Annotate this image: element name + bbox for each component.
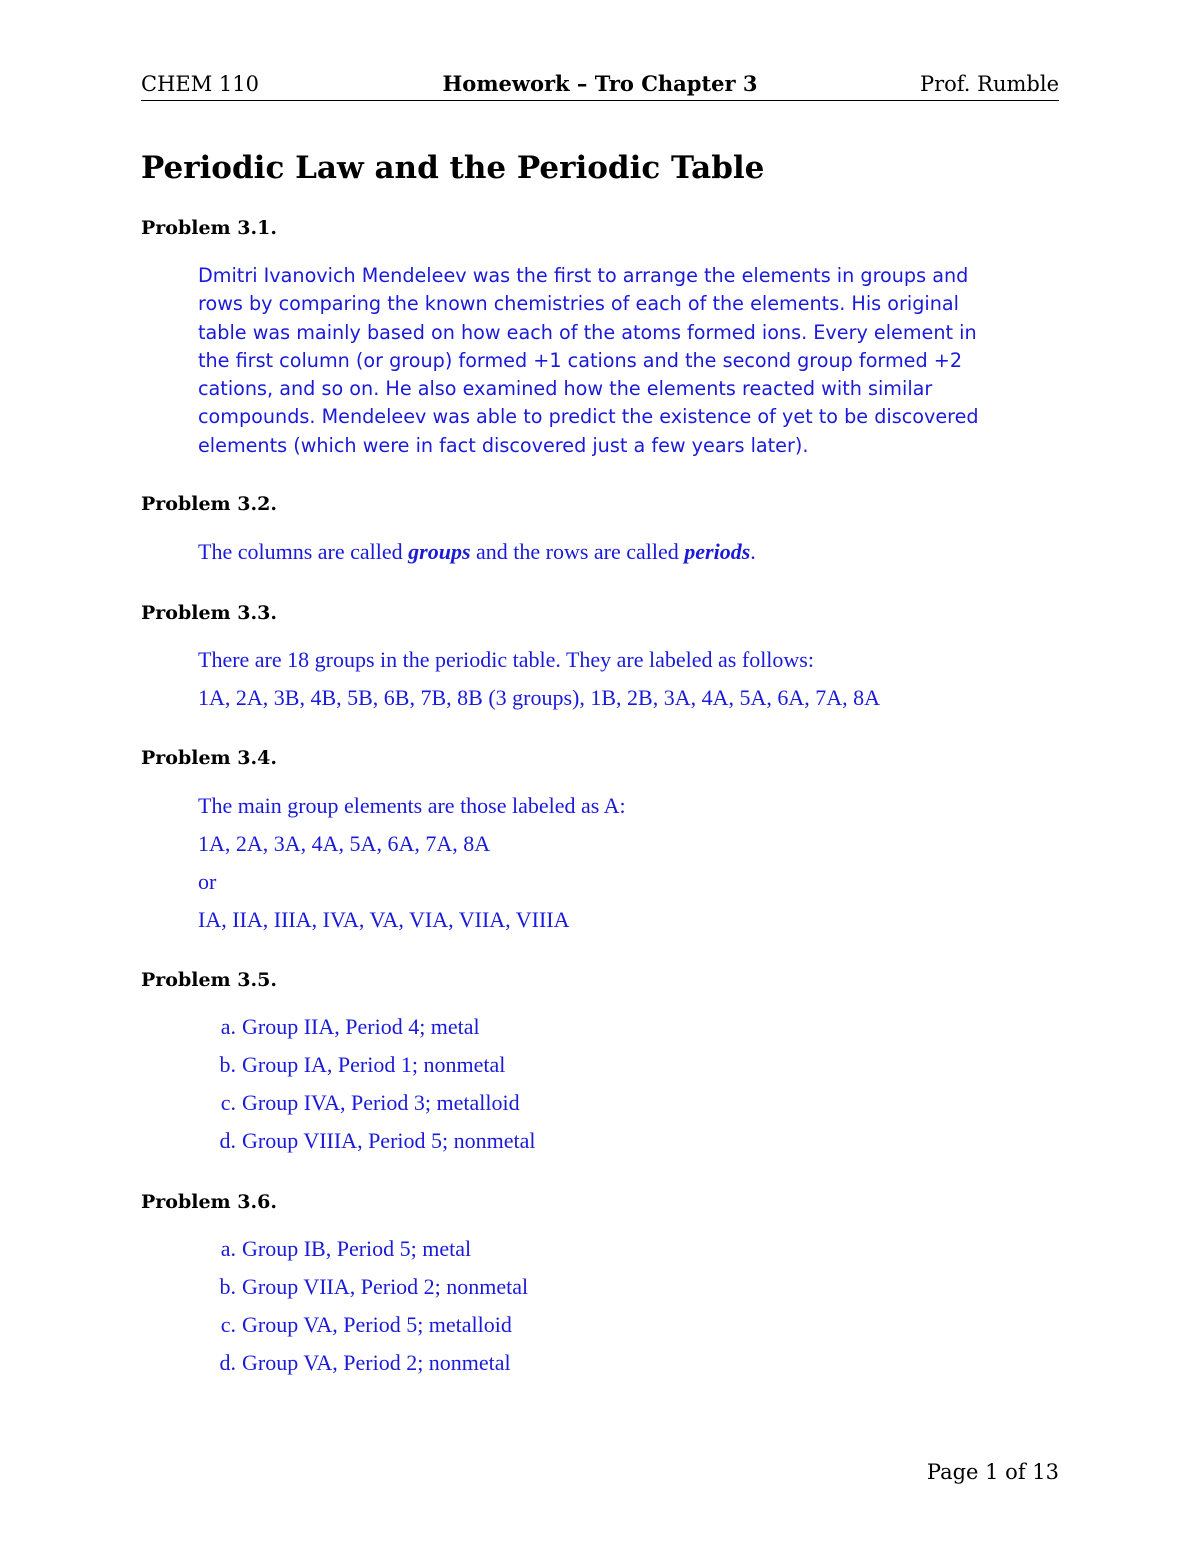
- list-item-text: Group IA, Period 1; nonmetal: [242, 1052, 506, 1077]
- answer-line: IA, IIA, IIIA, IVA, VA, VIA, VIIA, VIIIA: [198, 907, 570, 932]
- list-item: [198, 1008, 536, 1046]
- list-item: [198, 1122, 536, 1160]
- problem-answer: Dmitri Ivanovich Mendeleev was the first to arrange the elements in groups and rows by comparing the known chemistries of each of the elements. His original table was mainly based on how each of the atoms formed ions. Every element in the first column (or group) formed +1 cations and the second group formed +2 cations, and so on. He also examined how the elements reacted with similar compounds. Mendeleev was able to predict the existence of yet to be discovered elements (which were in fact discovered just a few years later).: [198, 264, 979, 457]
- problem-answer: [198, 787, 626, 939]
- answer-line: The main group elements are those labeled as A:: [198, 793, 626, 818]
- header-instructor: Prof. Rumble: [919, 72, 1059, 96]
- list-marker: a.: [220, 1236, 236, 1261]
- answer-text: The columns are called: [198, 539, 409, 564]
- answer-term: periods: [684, 539, 751, 564]
- answer-term: groups: [408, 539, 471, 564]
- header-title: Homework – Tro Chapter 3: [442, 71, 758, 96]
- list-item: [198, 1084, 536, 1122]
- answer-line: There are 18 groups in the periodic table. They are labeled as follows:: [198, 647, 814, 672]
- list-item: [198, 1046, 536, 1084]
- list-marker: a.: [220, 1014, 236, 1039]
- list-item: [198, 1344, 528, 1382]
- problem-heading: Problem 3.2.: [141, 493, 277, 515]
- list-item: [198, 1306, 528, 1344]
- list-marker: c.: [220, 1090, 236, 1115]
- page-number: Page 1 of 13: [926, 1460, 1059, 1484]
- answer-list: [198, 1230, 528, 1382]
- problem-heading: Problem 3.6.: [141, 1191, 277, 1213]
- problem-answer: [198, 533, 756, 571]
- answer-line: 1A, 2A, 3B, 4B, 5B, 6B, 7B, 8B (3 groups), 1B, 2B, 3A, 4A, 5A, 6A, 7A, 8A: [198, 685, 881, 710]
- problem-heading: Problem 3.3.: [141, 602, 277, 624]
- list-marker: d.: [219, 1128, 236, 1153]
- list-item-text: Group VIIA, Period 2; nonmetal: [242, 1274, 529, 1299]
- answer-line: or: [198, 869, 217, 894]
- problem-answer: [198, 641, 880, 717]
- list-item-text: Group VIIIA, Period 5; nonmetal: [242, 1128, 536, 1153]
- answer-text: and the rows are called: [470, 539, 685, 564]
- list-item: [198, 1230, 528, 1268]
- answer-text: .: [750, 539, 756, 564]
- problem-heading: Problem 3.5.: [141, 969, 277, 991]
- problem-heading: Problem 3.1.: [141, 217, 277, 239]
- answer-list: [198, 1008, 536, 1160]
- page-title: Periodic Law and the Periodic Table: [141, 150, 765, 186]
- list-item-text: Group IVA, Period 3; metalloid: [242, 1090, 520, 1115]
- list-item-text: Group IIA, Period 4; metal: [242, 1014, 480, 1039]
- answer-line: 1A, 2A, 3A, 4A, 5A, 6A, 7A, 8A: [198, 831, 491, 856]
- list-item: [198, 1268, 528, 1306]
- list-item-text: Group VA, Period 2; nonmetal: [242, 1350, 511, 1375]
- page-header: [141, 70, 1059, 98]
- list-marker: b.: [219, 1052, 236, 1077]
- problem-heading: Problem 3.4.: [141, 747, 277, 769]
- list-item-text: Group IB, Period 5; metal: [242, 1236, 472, 1261]
- list-marker: d.: [219, 1350, 236, 1375]
- header-course: CHEM 110: [141, 72, 259, 96]
- list-marker: c.: [220, 1312, 236, 1337]
- list-item-text: Group VA, Period 5; metalloid: [242, 1312, 512, 1337]
- header-rule: [141, 100, 1059, 101]
- list-marker: b.: [219, 1274, 236, 1299]
